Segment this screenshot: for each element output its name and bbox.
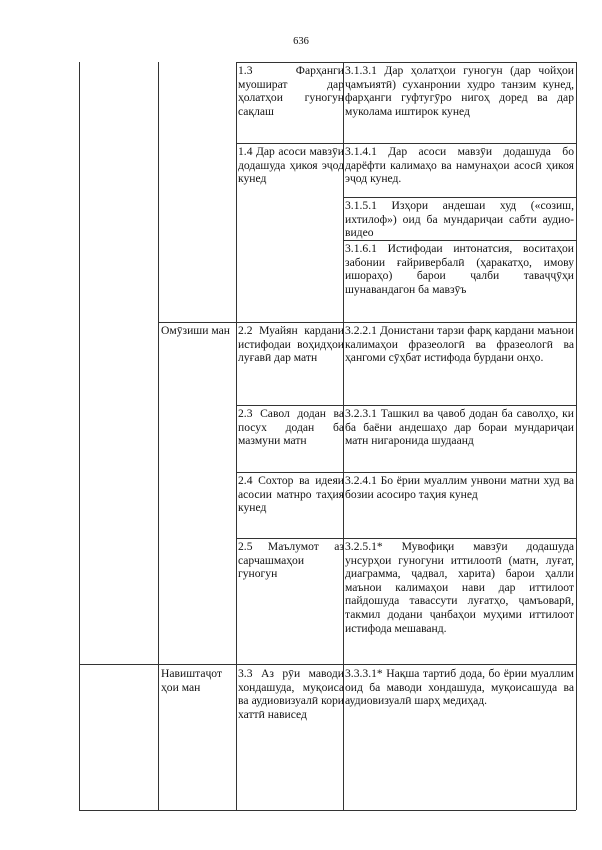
table-row-line (343, 240, 576, 241)
table-border-col3 (236, 62, 237, 810)
table-border-right (576, 62, 577, 810)
outcome-cell: 3.2.4.1 Бо ёрии муаллим унвони матни худ ва бозии асосиро таҳия кунед (345, 474, 574, 501)
outcome-cell: 3.1.3.1 Дар ҳолатҳои гуногун (дар чойҳои ҷамъиятӣ) суханронии худро танзим кунед, фарҳанги гуфтугӯро нигоҳ доред ва дар муколама иштирок кунед (345, 64, 574, 118)
objective-cell: 1.4 Дар асоси мавзӯи додашуда ҳикоя эҷод кунед (238, 145, 344, 186)
outcome-cell: 3.1.4.1 Дар асоси мавзӯи додашуда бо дарёфти калимаҳо ва намунаҳои асосӣ ҳикоя эҷод кунед. (345, 145, 574, 186)
outcome-cell: 3.2.2.1 Донистани тарзи фарқ кардани маънои калимаҳои фразеологӣ ва фразеологӣ ва ҳангоми сӯҳбат истифода бурдани онҳо. (345, 324, 574, 365)
objective-cell: 2.3 Савол додан ва посух додан ба мазмуни матн (238, 407, 344, 448)
table-border-left (79, 62, 80, 810)
objective-cell: 2.4 Сохтор ва идеяи асосии матнро таҳия кунед (238, 474, 344, 515)
outcome-cell: 3.3.3.1* Нақша тартиб дода, бо ёрии муаллим оид ба маводи хондашуда, муқоисашуда ва аудиовизуалӣ шарҳ медиҳад. (345, 667, 574, 708)
table-row-line (236, 405, 576, 406)
section-cell: Навиштаҷот ҳои ман (161, 667, 223, 694)
outcome-cell: 3.2.5.1* Мувофиқи мавзӯи додашуда унсурҳои гуногуни иттилоотӣ (матн, луғат, диаграмма, ҷадвал, харита) барои ҳалли маънои калимаҳои нави дар иттилоот пайдошуда тавассути луғатҳо, ҷамъоварӣ, такмил додани ҷанбаҳои муҳими иттилоот истифода мешаванд. (345, 540, 574, 635)
table-row-line (236, 538, 576, 539)
outcome-cell: 3.2.3.1 Ташкил ва ҷавоб додан ба саволҳо, ки ба баёни андешаҳо дар бораи мундариҷаи матн нигаронида шудаанд (345, 407, 574, 448)
table-row-line (79, 664, 576, 665)
objective-cell: 1.3 Фарҳанги муошират дар ҳолатҳои гуногун сақлаш (238, 64, 344, 118)
outcome-cell: 3.1.6.1 Истифодаи интонатсия, воситаҳои забонии ғайривербалӣ (ҳаракатҳо, имову ишораҳо) барои ҷалби таваҷҷӯҳи шунавандагон ба мавзӯъ (345, 242, 574, 296)
table-row-line (236, 62, 576, 63)
table-row-line (343, 197, 576, 198)
table-border-bottom (79, 810, 576, 811)
objective-cell: 2.5 Маълумот аз сарчашмаҳои гуногун (238, 540, 344, 581)
section-cell: Омӯзиши ман (161, 324, 230, 337)
table-row-line (158, 322, 576, 323)
outcome-cell: 3.1.5.1 Изҳори андешаи худ («созиш, ихтилоф») оид ба мундариҷаи сабти аудио-видео (345, 199, 574, 240)
table-border-col2 (158, 62, 159, 810)
objective-cell: 2.2 Муайян кардани истифодаи воҳидҳои луғавӣ дар матн (238, 324, 344, 365)
table-row-line (236, 472, 576, 473)
table-row-line (236, 143, 576, 144)
objective-cell: 3.3 Аз рӯи маводи хондашуда, муқоиса ва аудиовизуалӣ кори хаттӣ нависед (238, 667, 344, 721)
page-number: 636 (293, 36, 309, 47)
